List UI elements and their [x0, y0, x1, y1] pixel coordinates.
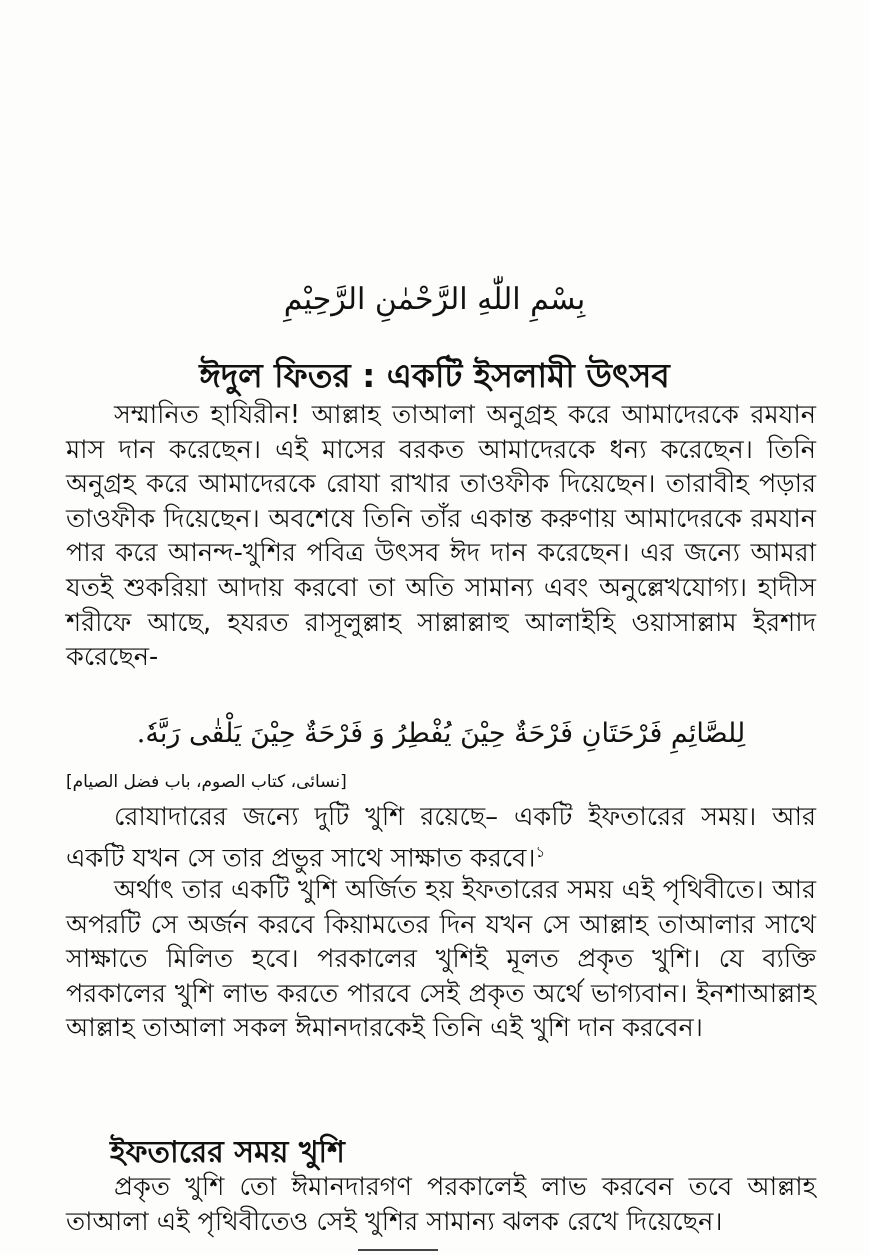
paragraph-3: অর্থাৎ তার একটি খুশি অর্জিত হয় ইফতারের সময় এই পৃথিবীতে। আর অপরটি সে অর্জন করবে কিয়ামতের দিন যখন সে আল্লাহ তাআলার সাথে সাক্ষাতে মিলিত হবে। পরকালের খুশিই মূলত প্রকৃত খুশি। যে ব্যক্তি পরকালের খুশি লাভ করতে পারবে সেই প্রকৃত অর্থে ভাগ্যবান। ইনশাআল্লাহ আল্লাহ তাআলা সকল ঈমানদারকেই তিনি এই খুশি দান করবেন। — [66, 875, 816, 1044]
paragraph-1: সম্মানিত হাযিরীন! আল্লাহ তাআলা অনুগ্রহ করে আমাদেরকে রমযান মাস দান করেছেন। এই মাসের বরকত আমাদেরকে ধন্য করেছেন। তিনি অনুগ্রহ করে আমাদেরকে রোযা রাখার তাওফীক দিয়েছেন। তারাবীহ পড়ার তাওফীক দিয়েছেন। অবশেষে তিনি তাঁর একান্ত করুণায় আমাদেরকে রমযান পার করে আনন্দ-খুশির পবিত্র উৎসব ঈদ দান করেছেন। এর জন্যে আমরা যতই শুকরিয়া আদায় করবো তা অতি সামান্য এবং অনুল্লেখযোগ্য। হাদীস শরীফে আছে, হযরত রাসূলুল্লাহ সাল্লাল্লাহু আলাইহি ওয়াসাল্লাম ইরশাদ করেছেন- — [66, 400, 816, 673]
hadith-arabic: لِلصَّائِمِ فَرْحَتَانِ فَرْحَةٌ حِيْنَ يُفْطِرُ وَ فَرْحَةٌ حِيْنَ يَلْقٰى رَبَّهٗ. — [136, 718, 746, 749]
paragraph-4: প্রকৃত খুশি তো ঈমানদারগণ পরকালেই লাভ করবেন তবে আল্লাহ তাআলা এই পৃথিবীতেও সেই খুশির সামান্য ঝলক রেখে দিয়েছেন। — [66, 1172, 816, 1237]
footnote-marker: ১ — [535, 842, 546, 861]
paragraph-2-text: রোযাদারের জন্যে দুটি খুশি রয়েছে– একটি ইফতারের সময়। আর একটি যখন সে তার প্রভুর সাথে সাক্ষাত করবে। — [66, 802, 816, 874]
paragraph-1-block — [66, 398, 816, 675]
paragraph-2-block — [66, 800, 816, 876]
paragraph-3-block — [66, 873, 816, 1046]
paragraph-4-block — [66, 1170, 816, 1239]
paragraph-2 — [66, 800, 816, 876]
footnote-divider — [358, 1249, 438, 1251]
bismillah: بِسْمِ اللّٰهِ الرَّحْمٰنِ الرَّحِيْمِ — [283, 282, 586, 317]
section-subheading: ইফতারের সময় খুশি — [110, 1135, 345, 1170]
hadith-citation: [نسائی، کتاب الصوم، باب فضل الصیام] — [66, 772, 347, 792]
page-title: ঈদুল ফিতর : একটি ইসলামী উৎসব — [199, 356, 670, 395]
